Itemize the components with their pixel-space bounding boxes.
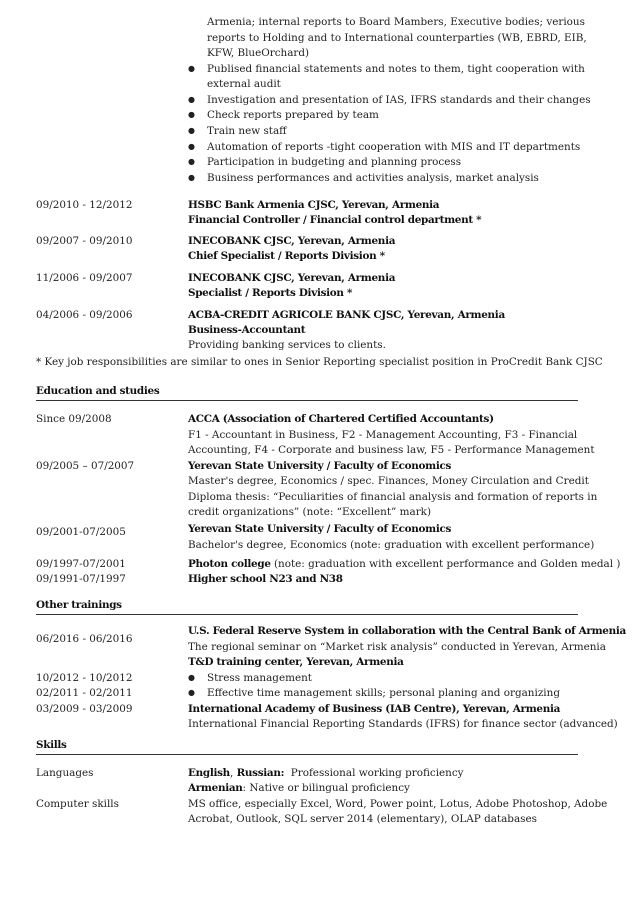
responsibility-continuation: reports to Holding and to International counterparties (WB, EBRD, EIB, [207,32,587,44]
experience-role: Business-Accountant [188,324,306,336]
education-detail: credit organizations” (note: “Excellent” mark) [188,506,432,518]
training-title: T&D training center, Yerevan, Armenia [188,656,404,668]
education-date: 09/1997-07/2001 [36,558,126,570]
experience-date: 09/2010 - 12/2012 [36,199,133,211]
language-separator: , [229,767,237,779]
bullet-icon: ● [188,673,195,682]
education-date: 09/2005 – 07/2007 [36,460,135,472]
experience-date: 09/2007 - 09/2010 [36,235,133,247]
education-date: Since 09/2008 [36,413,112,425]
education-title: Yerevan State University / Faculty of Economics [188,523,452,535]
responsibility-item: Participation in budgeting and planning process [207,156,462,168]
language-level: Professional working proficiency [284,767,464,779]
responsibility-item: external audit [207,78,281,90]
experience-org: ACBA-CREDIT AGRICOLE BANK CJSC, Yerevan, Armenia [188,309,505,321]
education-detail: Diploma thesis: “Peculiarities of financial analysis and formation of reports in [188,491,598,503]
language-armenian: Armenian [188,782,243,794]
section-heading-skills: Skills [36,739,67,751]
footnote: * Key job responsibilities are similar to ones in Senior Reporting specialist position in ProCredit Bank CJSC [36,356,603,368]
bullet-icon: ● [188,688,195,697]
responsibility-item: Publised financial statements and notes to them, tight cooperation with [207,63,585,75]
education-title: Photon college [188,558,271,570]
experience-org: HSBC Bank Armenia CJSC, Yerevan, Armenia [188,199,440,211]
responsibility-item: Business performances and activities analysis, market analysis [207,172,539,184]
skills-languages-line [188,766,464,780]
experience-role: Chief Specialist / Reports Division * [188,250,385,262]
training-title: International Academy of Business (IAB Centre), Yerevan, Armenia [188,703,561,715]
education-date: 09/1991-07/1997 [36,573,126,585]
bullet-icon: ● [188,173,195,182]
skills-label-computer: Computer skills [36,798,119,810]
training-detail: International Financial Reporting Standards (IFRS) for finance sector (advanced) [188,718,618,730]
education-date: 09/2001-07/2005 [36,526,126,538]
bullet-icon: ● [188,110,195,119]
education-detail: Master's degree, Economics / spec. Finances, Money Circulation and Credit [188,475,589,487]
experience-role: Specialist / Reports Division * [188,287,353,299]
experience-description: Providing banking services to clients. [188,339,386,351]
section-heading-education: Education and studies [36,385,160,397]
responsibility-continuation: Armenia; internal reports to Board Mambers, Executive bodies; verious [207,16,585,28]
computer-skills-line: MS office, especially Excel, Word, Power point, Lotus, Adobe Photoshop, Adobe [188,798,608,810]
training-detail: The regional seminar on “Market risk analysis” conducted in Yerevan, Armenia [188,641,606,653]
skills-languages-line [188,781,410,795]
education-title: Higher school N23 and N38 [188,573,343,585]
training-date: 03/2009 - 03/2009 [36,703,133,715]
skills-label-languages: Languages [36,767,94,779]
education-title: Yerevan State University / Faculty of Economics [188,460,452,472]
experience-date: 04/2006 - 09/2006 [36,309,133,321]
bullet-icon: ● [188,64,195,73]
section-divider [36,614,578,615]
education-detail: (note: graduation with excellent performance and Golden medal ) [270,558,621,570]
training-item: Stress management [207,672,312,684]
section-divider [36,754,578,755]
training-date: 02/2011 - 02/2011 [36,687,133,699]
section-heading-trainings: Other trainings [36,599,122,611]
training-date: 10/2012 - 10/2012 [36,672,133,684]
experience-date: 11/2006 - 09/2007 [36,272,133,284]
responsibility-continuation: KFW, BlueOrchard) [207,47,310,59]
language-level: : Native or bilingual proficiency [242,782,410,794]
education-detail: Bachelor's degree, Economics (note: graduation with excellent performance) [188,539,595,551]
experience-org: INECOBANK CJSC, Yerevan, Armenia [188,235,396,247]
experience-org: INECOBANK CJSC, Yerevan, Armenia [188,272,396,284]
education-detail: F1 - Accountant in Business, F2 - Management Accounting, F3 - Financial [188,429,578,441]
responsibility-item: Train new staff [207,125,287,137]
bullet-icon: ● [188,157,195,166]
computer-skills-line: Acrobat, Outlook, SQL server 2014 (elementary), OLAP databases [188,813,537,825]
responsibility-item: Investigation and presentation of IAS, IFRS standards and their changes [207,94,591,106]
education-title: ACCA (Association of Chartered Certified Accountants) [188,413,494,425]
training-item: Effective time management skills; personal planing and organizing [207,687,560,699]
bullet-icon: ● [188,126,195,135]
education-entry-photon [188,557,620,571]
section-divider [36,400,578,401]
training-date: 06/2016 - 06/2016 [36,633,133,645]
language-russian: Russian: [236,767,285,779]
experience-role: Financial Controller / Financial control department * [188,214,482,226]
education-detail: Accounting, F4 - Corporate and business law, F5 - Performance Management [188,444,595,456]
language-english: English [188,767,230,779]
bullet-icon: ● [188,95,195,104]
bullet-icon: ● [188,142,195,151]
responsibility-item: Automation of reports -tight cooperation with MIS and IT departments [207,141,581,153]
responsibility-item: Check reports prepared by team [207,109,379,121]
training-title: U.S. Federal Reserve System in collaboration with the Central Bank of Armenia [188,625,626,637]
